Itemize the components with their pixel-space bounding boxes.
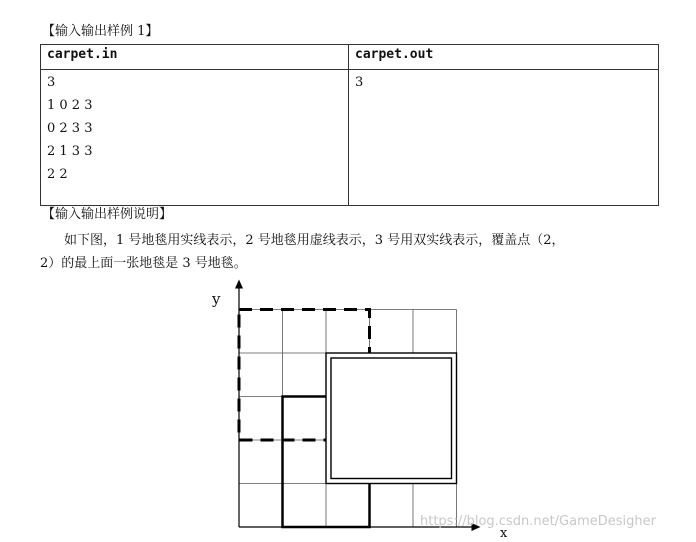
explanation-line-1: 如下图，1 号地毯用实线表示，2 号地毯用虚线表示，3 号用双实线表示，覆盖点（2，	[64, 233, 565, 248]
output-line: 3	[355, 75, 364, 90]
y-axis-arrow	[235, 280, 243, 289]
output-file-header: carpet.out	[349, 45, 659, 70]
explanation-title: 【输入输出样例说明】	[42, 207, 173, 222]
carpets	[239, 310, 457, 528]
input-line: 3	[47, 75, 56, 90]
y-axis-label: y	[212, 290, 221, 308]
input-file-header: carpet.in	[41, 45, 349, 70]
explanation-line-2: 2）的最上面一张地毯是 3 号地毯。	[40, 256, 247, 271]
input-line: 2 2	[47, 167, 68, 182]
watermark: https://blog.csdn.net/GameDesigher	[420, 514, 656, 529]
input-line: 1 0 2 3	[47, 98, 93, 113]
x-axis-label: x	[500, 526, 508, 541]
carpet-3-inner	[331, 358, 452, 479]
sample-title: 【输入输出样例 1】	[42, 24, 159, 39]
input-line: 2 1 3 3	[47, 144, 93, 159]
input-line: 0 2 3 3	[47, 121, 93, 136]
